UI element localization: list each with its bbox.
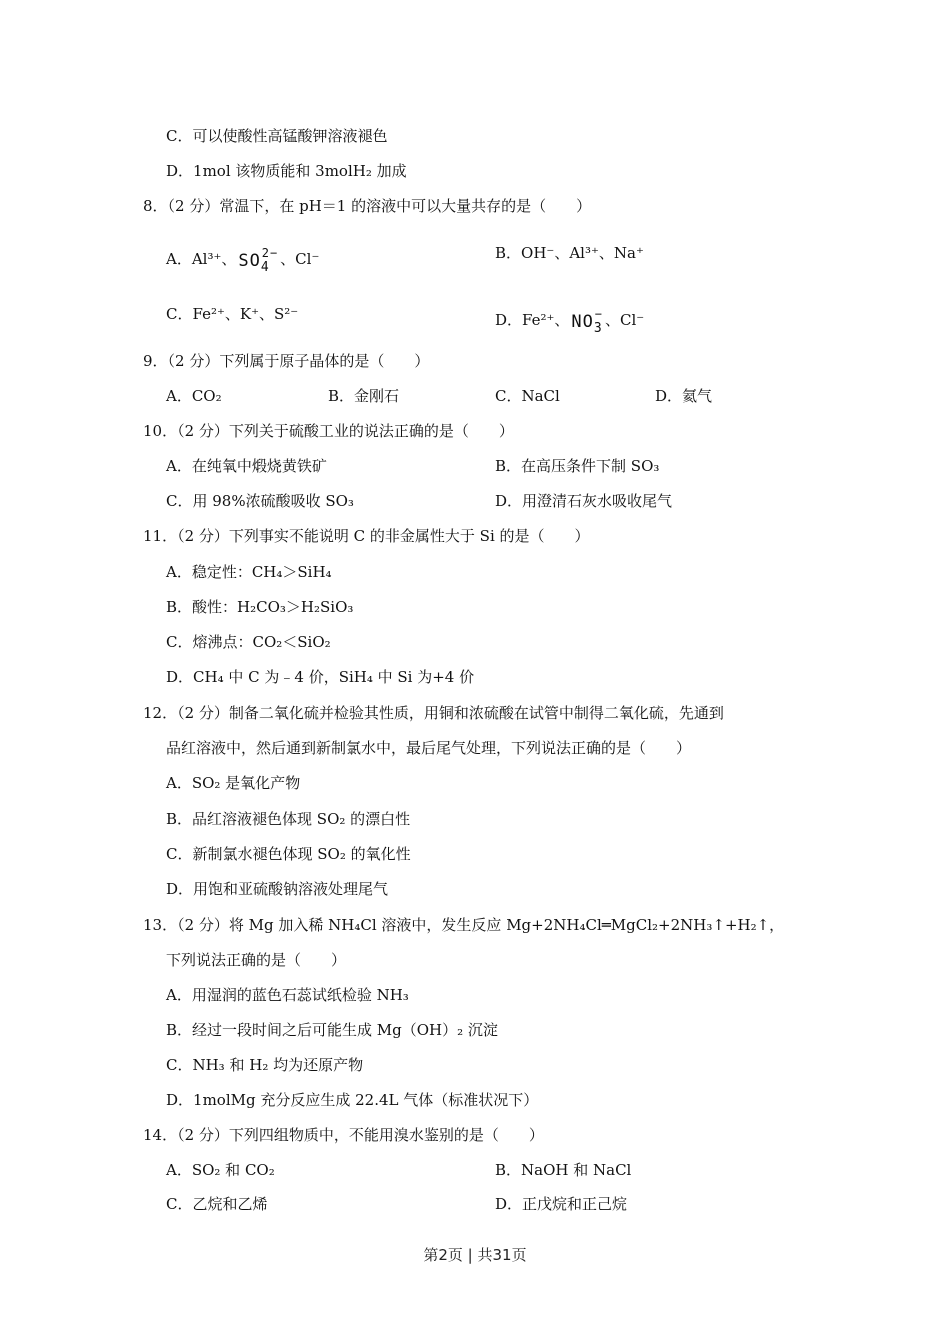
sulfate-ion-base: SO xyxy=(238,251,261,271)
q8-option-c: C．Fe²⁺、K⁺、S²⁻ xyxy=(166,305,299,323)
sulfate-ion xyxy=(238,243,278,278)
q11-option-b: B．酸性：H₂CO₃＞H₂SiO₃ xyxy=(166,598,354,616)
q14-stem: 14．（2 分）下列四组物质中，不能用溴水鉴别的是（ ） xyxy=(143,1126,544,1144)
q12-option-d: D．用饱和亚硫酸钠溶液处理尾气 xyxy=(166,880,389,898)
nitrate-ion-base: NO xyxy=(571,312,594,332)
q10-option-a: A．在纯氧中煅烧黄铁矿 xyxy=(166,457,327,475)
q12-stem-line2: 品红溶液中，然后通到新制氯水中，最后尾气处理，下列说法正确的是（ ） xyxy=(166,739,692,757)
q8-a-suffix: 、Cl⁻ xyxy=(280,250,320,268)
q8-stem: 8．（2 分）常温下，在 pH＝1 的溶液中可以大量共存的是（ ） xyxy=(143,197,592,215)
q14-option-d: D．正戊烷和正己烷 xyxy=(495,1195,628,1213)
sulfate-ion-sub: 4 xyxy=(260,260,270,275)
q11-stem: 11．（2 分）下列事实不能说明 C 的非金属性大于 Si 的是（ ） xyxy=(143,527,590,545)
q10-option-c: C．用 98%浓硫酸吸收 SO₃ xyxy=(166,492,354,510)
q8-option-b: B．OH⁻、Al³⁺、Na⁺ xyxy=(495,244,644,262)
q12-stem-line1: 12．（2 分）制备二氧化硫并检验其性质，用铜和浓硫酸在试管中制得二氧化硫，先通到 xyxy=(143,704,724,722)
q13-stem-line1: 13．（2 分）将 Mg 加入稀 NH₄Cl 溶液中，发生反应 Mg+2NH₄Cl═MgCl₂+2NH₃↑+H₂↑， xyxy=(143,916,785,934)
q9-option-c: C．NaCl xyxy=(495,387,560,405)
q9-option-d: D．氦气 xyxy=(655,387,713,405)
q12-option-b: B．品红溶液褪色体现 SO₂ 的漂白性 xyxy=(166,810,411,828)
nitrate-ion xyxy=(571,304,603,339)
q9-option-a: A．CO₂ xyxy=(166,387,222,405)
q14-option-a: A．SO₂ 和 CO₂ xyxy=(166,1161,275,1179)
q8-a-prefix: A．Al³⁺、 xyxy=(166,250,237,268)
q11-option-d: D．CH₄ 中 C 为﹣4 价，SiH₄ 中 Si 为+4 价 xyxy=(166,668,475,686)
q9-option-b: B．金刚石 xyxy=(328,387,400,405)
q7-option-c: C．可以使酸性高锰酸钾溶液褪色 xyxy=(166,127,388,145)
q8-option-d xyxy=(495,304,644,339)
q11-option-c: C．熔沸点：CO₂＜SiO₂ xyxy=(166,633,331,651)
q9-stem: 9．（2 分）下列属于原子晶体的是（ ） xyxy=(143,352,430,370)
q7-option-d: D．1mol 该物质能和 3molH₂ 加成 xyxy=(166,162,407,180)
q12-option-a: A．SO₂ 是氧化产物 xyxy=(166,774,301,792)
q11-option-a: A．稳定性：CH₄＞SiH₄ xyxy=(166,563,332,581)
sulfate-ion-sup: 2− xyxy=(261,246,279,260)
q14-option-b: B．NaOH 和 NaCl xyxy=(495,1161,632,1179)
q8-d-prefix: D．Fe²⁺、 xyxy=(495,311,570,329)
q10-option-b: B．在高压条件下制 SO₃ xyxy=(495,457,660,475)
q10-stem: 10．（2 分）下列关于硫酸工业的说法正确的是（ ） xyxy=(143,422,514,440)
q12-option-c: C．新制氯水褪色体现 SO₂ 的氧化性 xyxy=(166,845,411,863)
q13-option-a: A．用湿润的蓝色石蕊试纸检验 NH₃ xyxy=(166,986,409,1004)
q13-option-d: D．1molMg 充分反应生成 22.4L 气体（标准状况下） xyxy=(166,1091,539,1109)
page-footer: 第2页 | 共31页 xyxy=(423,1246,527,1264)
q14-option-c: C．乙烷和乙烯 xyxy=(166,1195,268,1213)
q8-option-a xyxy=(166,243,319,278)
nitrate-ion-sup: − xyxy=(594,307,603,321)
q13-stem-line2: 下列说法正确的是（ ） xyxy=(166,951,347,969)
q13-option-c: C．NH₃ 和 H₂ 均为还原产物 xyxy=(166,1056,364,1074)
q13-option-b: B．经过一段时间之后可能生成 Mg（OH）₂ 沉淀 xyxy=(166,1021,498,1039)
q8-d-suffix: 、Cl⁻ xyxy=(604,311,645,329)
q10-option-d: D．用澄清石灰水吸收尾气 xyxy=(495,492,673,510)
nitrate-ion-sub: 3 xyxy=(593,321,603,336)
